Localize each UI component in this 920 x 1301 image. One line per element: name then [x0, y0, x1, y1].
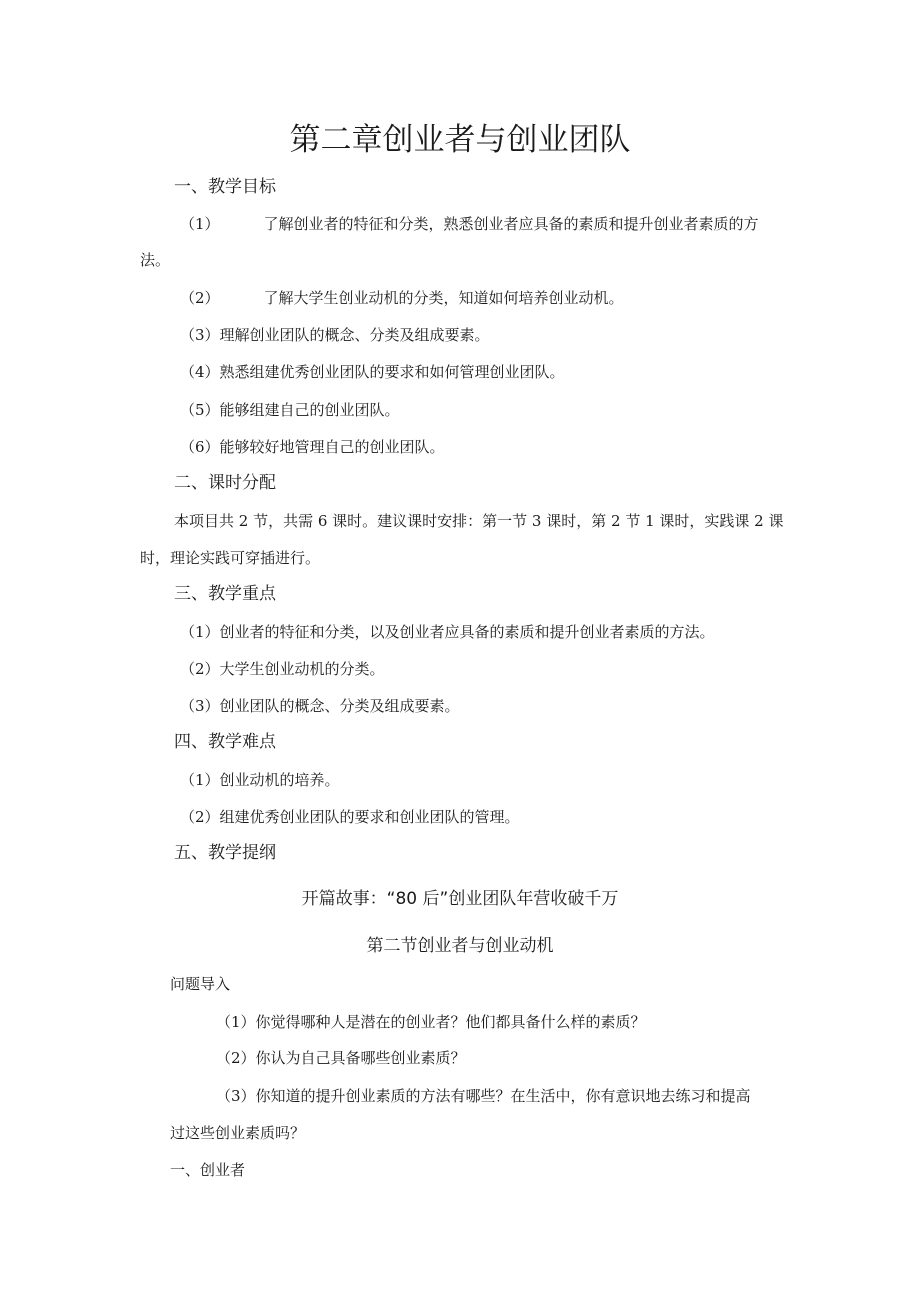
question-3: （3）你知道的提升创业素质的方法有哪些？在生活中，你有意识地去练习和提高 — [216, 1087, 751, 1105]
objective-text: 了解创业者的特征和分类，熟悉创业者应具备的素质和提升创业者素质的方 — [263, 215, 759, 233]
difficulty-1: （1）创业动机的培养。 — [180, 771, 340, 789]
outline-heading: 五、教学提纲 — [174, 843, 276, 863]
objective-number: （1） — [180, 215, 220, 233]
objective-item-6 — [180, 437, 445, 457]
key-points-heading: 三、教学重点 — [174, 584, 276, 604]
objective-item-1-continuation: 法。 — [140, 251, 171, 269]
hours-line-1: 本项目共 2 节，共需 6 课时。建议课时安排：第一节 3 课时，第 2 节 1 课时，实践课 2 课 — [174, 512, 784, 530]
difficulties-heading: 四、教学难点 — [174, 732, 276, 752]
objectives-heading: 一、教学目标 — [174, 177, 276, 197]
objective-item-1 — [180, 214, 759, 234]
key-point-2: （2）大学生创业动机的分类。 — [180, 660, 385, 678]
objective-text: 能够较好地管理自己的创业团队。 — [219, 438, 445, 456]
objective-item-2 — [180, 288, 624, 308]
chapter-title: 第二章创业者与创业团队 — [289, 122, 631, 158]
objective-number: （2） — [180, 289, 220, 307]
entrepreneur-heading: 一、创业者 — [170, 1161, 246, 1179]
hours-line-2: 时，理论实践可穿插进行。 — [140, 549, 321, 567]
key-point-1: （1）创业者的特征和分类，以及创业者应具备的素质和提升创业者素质的方法。 — [180, 623, 715, 641]
question-intro-label: 问题导入 — [170, 975, 231, 993]
difficulty-2: （2）组建优秀创业团队的要求和创业团队的管理。 — [180, 808, 520, 826]
objective-item-5 — [180, 400, 400, 420]
key-point-3: （3）创业团队的概念、分类及组成要素。 — [180, 697, 460, 715]
objective-item-3 — [180, 325, 490, 345]
section-title: 第二节创业者与创业动机 — [366, 936, 554, 956]
objective-text: 熟悉组建优秀创业团队的要求和如何管理创业团队。 — [219, 363, 565, 381]
objective-number: （3） — [180, 326, 220, 344]
objective-number: （6） — [180, 438, 220, 456]
objective-number: （5） — [180, 401, 220, 419]
opening-story-title: 开篇故事：“80 后”创业团队年营收破千万 — [301, 889, 619, 909]
objective-text: 了解大学生创业动机的分类，知道如何培养创业动机。 — [263, 289, 624, 307]
question-2: （2）你认为自己具备哪些创业素质？ — [216, 1049, 466, 1067]
objective-text: 理解创业团队的概念、分类及组成要素。 — [219, 326, 490, 344]
question-3-continuation: 过这些创业素质吗？ — [170, 1124, 306, 1142]
objective-item-4 — [180, 362, 565, 382]
question-1: （1）你觉得哪种人是潜在的创业者？他们都具备什么样的素质？ — [216, 1013, 646, 1031]
objective-number: （4） — [180, 363, 220, 381]
objective-text: 能够组建自己的创业团队。 — [219, 401, 400, 419]
hours-heading: 二、课时分配 — [174, 473, 276, 493]
